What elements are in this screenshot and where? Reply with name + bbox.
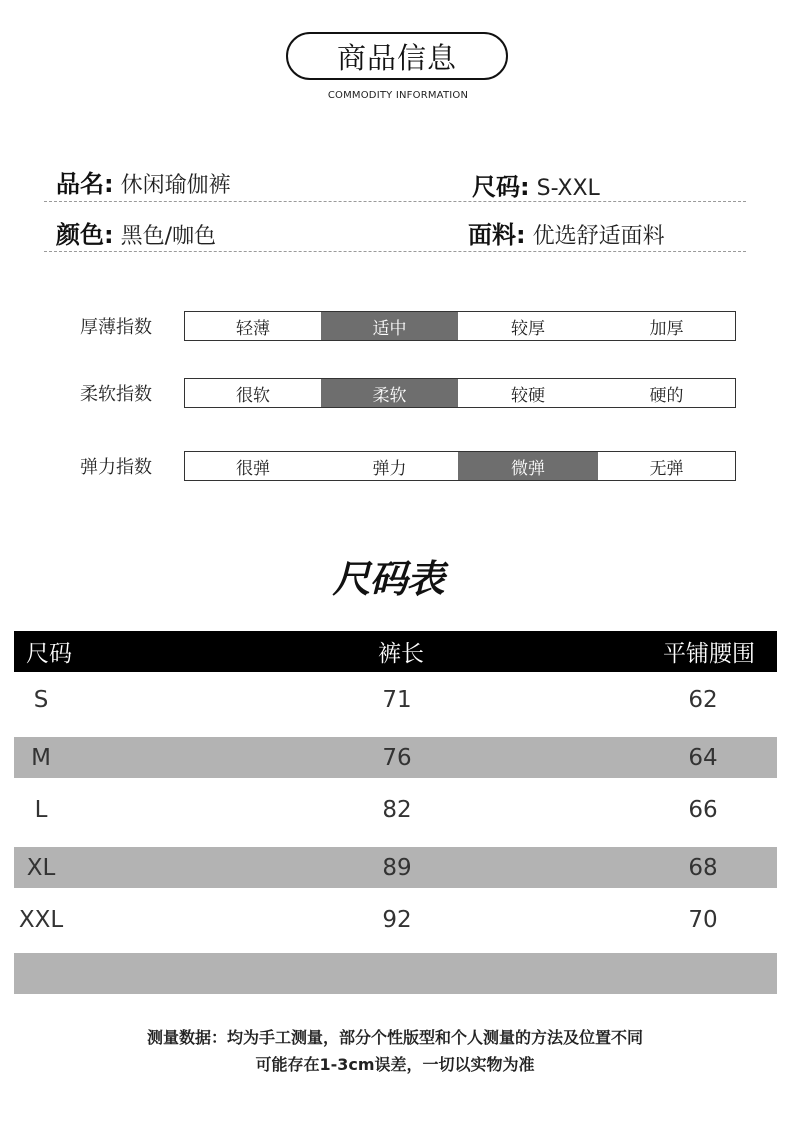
- cell-size: XXL: [18, 906, 64, 933]
- table-row: [14, 679, 777, 720]
- section-title-badge: [286, 32, 508, 80]
- product-fabric: [468, 215, 665, 250]
- cell-length: 82: [382, 796, 412, 823]
- header-length: 裤长: [378, 641, 424, 667]
- softness-index-scale: [184, 378, 736, 408]
- cell-length: 89: [382, 854, 412, 881]
- header-waist: 平铺腰围: [663, 641, 755, 667]
- product-size-label: 尺码:: [472, 173, 530, 201]
- index-option: 微弹: [458, 452, 598, 480]
- elasticity-index-label: 弹力指数: [80, 457, 152, 478]
- product-name-label: 品名:: [56, 170, 114, 198]
- cell-waist: 64: [688, 744, 718, 771]
- index-option: 硬的: [649, 385, 684, 406]
- thickness-index-label: 厚薄指数: [80, 317, 152, 338]
- product-name-value: 休闲瑜伽裤: [120, 173, 231, 198]
- product-name: [56, 164, 231, 199]
- table-row: [14, 899, 777, 940]
- divider-dashed: [44, 251, 746, 252]
- measurement-note-line-2: 可能存在1-3cm误差，一切以实物为准: [255, 1055, 535, 1074]
- cell-length: 71: [382, 686, 412, 713]
- size-table-title: 尺码表: [332, 557, 444, 601]
- table-row-empty: [14, 953, 777, 994]
- cell-size: S: [33, 686, 49, 713]
- product-size-value: S-XXL: [536, 176, 600, 201]
- product-fabric-value: 优选舒适面料: [532, 224, 665, 249]
- divider-dashed: [44, 201, 746, 202]
- softness-index-label: 柔软指数: [80, 384, 152, 405]
- index-option: 加厚: [649, 318, 684, 339]
- header-size: 尺码: [26, 641, 72, 667]
- cell-size: M: [31, 744, 51, 771]
- cell-waist: 68: [688, 854, 718, 881]
- cell-length: 76: [382, 744, 412, 771]
- thickness-index-scale: [184, 311, 736, 341]
- index-option: 很弹: [236, 458, 270, 479]
- index-option: 较厚: [511, 318, 545, 339]
- measurement-note-line-1: 测量数据：均为手工测量，部分个性版型和个人测量的方法及位置不同: [146, 1028, 643, 1047]
- cell-length: 92: [382, 906, 412, 933]
- cell-waist: 62: [688, 686, 718, 713]
- index-option: 适中: [321, 312, 458, 340]
- index-option: 柔软: [321, 379, 458, 407]
- product-size: [472, 167, 600, 202]
- size-table-header: [14, 631, 777, 672]
- product-fabric-label: 面料:: [468, 221, 526, 249]
- index-option: 弹力: [372, 458, 407, 479]
- index-option: 轻薄: [236, 318, 270, 339]
- table-row: [14, 737, 777, 778]
- table-row: [14, 847, 777, 888]
- table-row: [14, 789, 777, 830]
- elasticity-index-scale: [184, 451, 736, 481]
- section-title: 商品信息: [336, 40, 457, 75]
- cell-waist: 70: [688, 906, 718, 933]
- index-option: 无弹: [649, 458, 684, 479]
- product-color-value: 黑色/咖色: [120, 224, 217, 249]
- product-color-label: 颜色:: [56, 221, 114, 249]
- cell-size: L: [34, 796, 48, 823]
- cell-waist: 66: [688, 796, 718, 823]
- index-option: 很软: [236, 385, 270, 406]
- section-subtitle: COMMODITY INFORMATION: [327, 90, 469, 101]
- product-color: [56, 215, 216, 250]
- cell-size: XL: [26, 854, 56, 881]
- index-option: 较硬: [511, 385, 545, 406]
